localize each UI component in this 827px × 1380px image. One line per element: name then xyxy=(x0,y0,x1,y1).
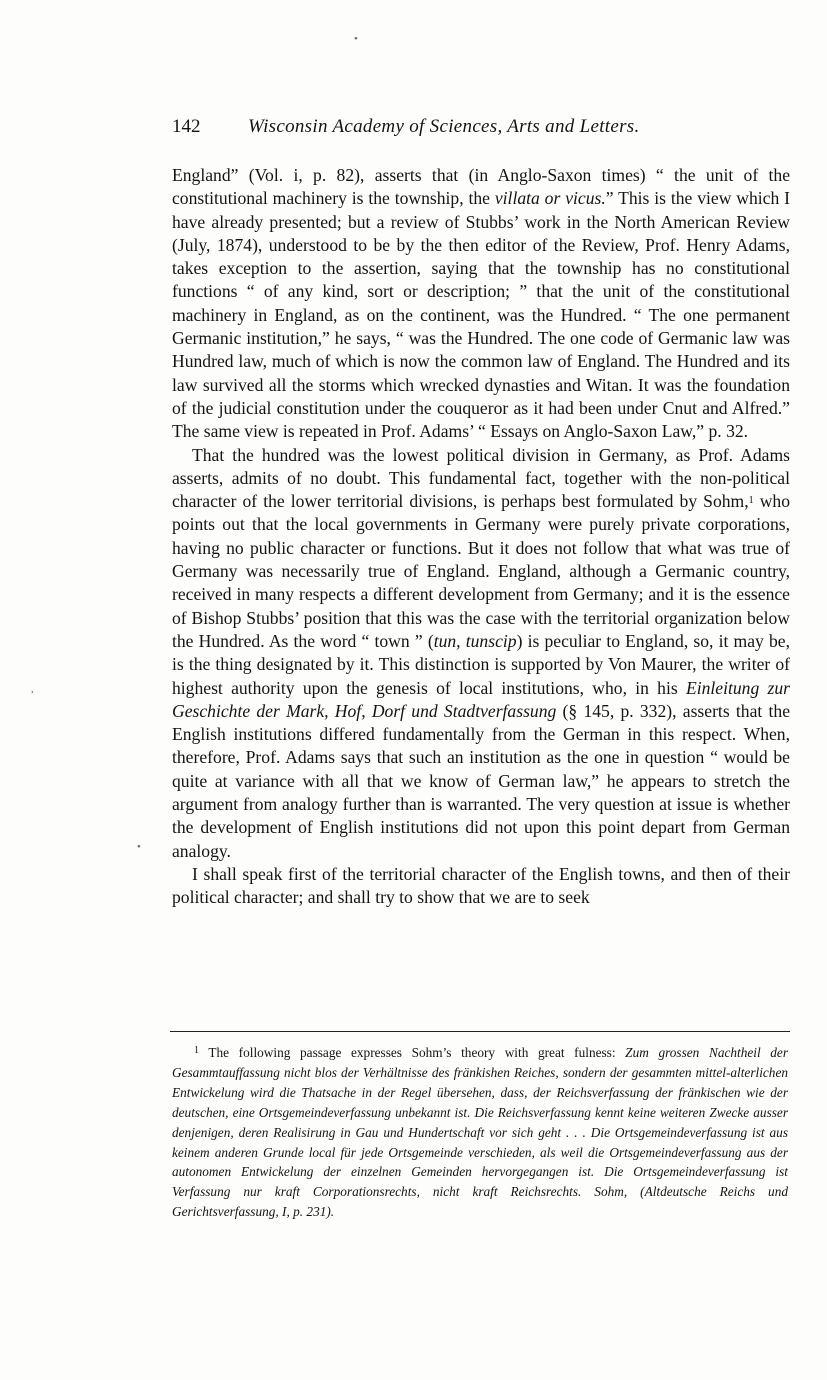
paragraph-2-text-c: ) is peculiar to England, so, it may be, is the thing designated by it. This distinction is supported by Von Maurer, the writer of highest authority upon the genesis of local institutions, who, in his xyxy=(172,630,790,698)
paragraph-1 xyxy=(172,164,790,444)
footnote xyxy=(172,1043,788,1222)
footnote-rule xyxy=(170,1031,790,1032)
paragraph-3: I shall speak first of the territorial character of the English towns, and then of their political character; and shall try to show that we are to seek xyxy=(172,863,790,908)
page-number: 142 xyxy=(172,116,201,137)
paragraph-1-emphasis: villata or vicus. xyxy=(494,188,606,209)
footnote-intro: The following passage expresses Sohm’s theory with great fulness: xyxy=(199,1045,626,1060)
paragraph-2-text-a: That the hundred was the lowest political division in Germany, as Prof. Adams asserts, admits of no doubt. This fundamental fact, together with the non-political character of the lower territorial divisions, is perhaps best formulated by Sohm, xyxy=(172,444,790,512)
footnote-reference[interactable]: 1 xyxy=(748,495,754,507)
paragraph-2 xyxy=(172,444,790,863)
paragraph-2-emphasis-2: Einleitung zur Geschichte der Mark, Hof, Dorf und Stadtverfassung xyxy=(172,677,790,721)
footnote-mark: 1 xyxy=(194,1045,199,1056)
scan-speck: • xyxy=(137,841,141,853)
paragraph-1-text-a: England” (Vol. i, p. 82), asserts that (in Anglo-Saxon times) “ the unit of the constitutional machinery is the township, the xyxy=(172,165,790,209)
scan-speck: • xyxy=(354,33,358,45)
scan-speck: , xyxy=(31,683,34,695)
page-header xyxy=(172,116,728,138)
paragraph-2-emphasis-1: tun, tunscip xyxy=(433,630,517,651)
body-text xyxy=(172,164,790,910)
footnote-quote: Zum grossen Nachtheil der Gesammtauffassung nicht blos der Verhältnisse des fränkishen Reiches, sondern der gesammten mittel-alterlichen Entwickelung wird die Thatsache in der Regel übersehen, dass, der Reichsverfassung der fränkischen wie der deutschen, eine Ortsgemeindeverfassung unbekannt ist. Die Reichsverfassung kennt keine weiteren Zwecke ausser denjenigen, deren Realisirung in Gau und Hundertschaft vor sich geht . . . Die Ortsgemeindeverfassung ist aus keinem anderen Grunde local für jede Ortsgemeinde verschieden, als weil die Ortsgemeindeverfassung aus der autonomen Entwickelung der einzelnen Gemeinden hervorgegangen ist. Die Ortsgemeindeverfassung ist Verfassung nur kraft Corporationsrechts, nicht kraft Reichsrechts. Sohm, (Altdeutsche Reichs und Gerichtsverfassung, I, p. 231). xyxy=(172,1045,789,1220)
paragraph-1-text-b: ” This is the view which I have already presented; but a review of Stubbs’ work in the North American Review (July, 1874), understood to be by the then editor of the Review, Prof. Henry Adams, takes exception to the assertion, saying that the township has no constitutional functions “ of any kind, sort or description; ” that the unit of the constitutional machinery in England, as on the continent, was the Hundred. “ The one permanent Germanic institution,” he says, “ was the Hundred. The one code of Germanic law was Hundred law, much of which is now the common law of England. The Hundred and its law survived all the storms which wrecked dynasties and Witan. It was the foundation of the judicial constitution under the couqueror as it had been under Cnut and Alfred.” The same view is repeated in Prof. Adams’ “ Essays on Anglo-Saxon Law,” p. 32. xyxy=(172,188,790,442)
running-title: Wisconsin Academy of Sciences, Arts and Letters. xyxy=(248,116,640,137)
paragraph-2-text-b: who points out that the local governments in Germany were purely private corporations, having no public character or functions. But it does not follow that what was true of Germany was necessarily true of England. England, although a Germanic country, received in many respects a different development from Germany; and it is the essence of Bishop Stubbs’ position that this was the case with the territorial organization below the Hundred. As the word “ town ” ( xyxy=(172,491,790,651)
paragraph-2-text-d: (§ 145, p. 332), asserts that the English institutions differed fundamentally from the German in this respect. When, therefore, Prof. Adams says that such an institution as the one in question “ would be quite at variance with all that we know of German law,” he appears to stretch the argument from analogy further than is warranted. The very question at issue is whether the development of English institutions did not upon this point depart from German analogy. xyxy=(172,700,791,861)
